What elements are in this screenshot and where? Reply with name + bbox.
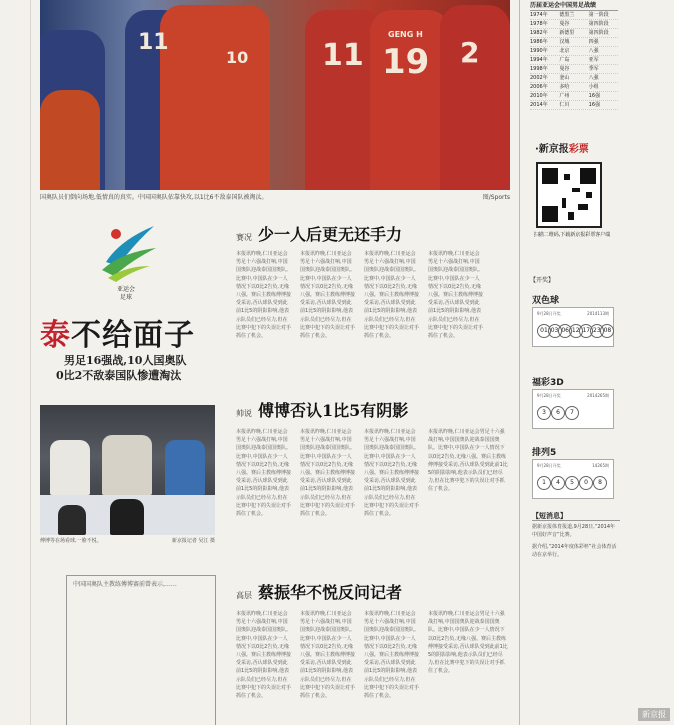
lottery-game-title: 福彩3D — [532, 378, 564, 388]
history-table-cell: 多哈 — [559, 84, 570, 90]
short-news-paragraph: 据介绍,“2014年度体彩杯”社会体育活动在京举行。 — [532, 544, 617, 558]
lottery-ball: 06 — [558, 324, 572, 338]
history-table-cell: 2006年 — [530, 84, 548, 90]
jersey-number: 11 — [322, 38, 364, 73]
lottery-ball: 12 — [569, 324, 583, 338]
history-table-row — [530, 83, 618, 92]
history-table-row — [530, 56, 618, 65]
history-table-cell: 八强 — [588, 75, 599, 81]
history-table-row — [530, 65, 618, 74]
history-table-cell: 2010年 — [530, 93, 548, 99]
lottery-ball: 17 — [579, 324, 593, 338]
history-table-cell: 2002年 — [530, 75, 548, 81]
history-table-cell: 新德里 — [559, 30, 575, 36]
match-photo — [40, 0, 510, 190]
history-table-cell: 广岛 — [559, 57, 570, 63]
lottery-section-label: 【开奖】 — [530, 277, 555, 284]
stands-caption-right: 新京报记者 吴江 摄 — [171, 538, 215, 544]
article-body: 本报讯昨晚,仁川亚运会男足十六强战打响,中国国奥队迎战泰国国奥队。比赛中,中国队在少一人情况下以0比2告负,无缘八强。赛后主教练傅博接受采访,否认球队受到此前1比5的阴影影响,他表示队员们已经尽力,但在比赛中犯下的失误让对手抓住了机会。 — [300, 611, 356, 700]
article-heading — [236, 222, 402, 245]
history-table-row — [530, 92, 618, 101]
logo-line-2: 足球 — [119, 294, 132, 301]
article-body: 本报讯昨晚,仁川亚运会男足十六强战打响,中国国奥队迎战泰国国奥队。比赛中,中国队在少一人情况下以0比2告负,无缘八强。赛后主教练傅博接受采访,否认球队受到此前1比5的阴影影响,他表示队员们已经尽力,但在比赛中犯下的失误让对手抓住了机会。 — [428, 611, 508, 675]
history-table-cell: 1974年 — [530, 12, 548, 18]
history-table-cell: 1986年 — [530, 39, 548, 45]
history-table-cell: 北京 — [559, 48, 570, 54]
history-table-cell: 广州 — [559, 93, 570, 99]
stands-photo-caption — [40, 537, 215, 544]
qr-note: 扫描二维码,下载新京报彩票客户端 — [533, 232, 611, 238]
history-table-cell: 汉城 — [559, 39, 570, 45]
history-table — [530, 0, 618, 125]
stands-photo — [40, 405, 215, 535]
history-table-cell: 1990年 — [530, 48, 548, 54]
history-table-row — [530, 74, 618, 83]
lottery-ball: 1 — [537, 476, 551, 490]
article-body: 本报讯昨晚,仁川亚运会男足十六强战打响,中国国奥队迎战泰国国奥队。比赛中,中国队在少一人情况下以0比2告负,无缘八强。赛后主教练傅博接受采访,否认球队受到此前1比5的阴影影响,他表示队员们已经尽力,但在比赛中犯下的失误让对手抓住了机会。 — [236, 611, 292, 700]
history-table-cell: 亚军 — [588, 57, 599, 63]
article-body: 本报讯昨晚,仁川亚运会男足十六强战打响,中国国奥队迎战泰国国奥队。比赛中,中国队在少一人情况下以0比2告负,无缘八强。赛后主教练傅博接受采访,否认球队受到此前1比5的阴影影响,他表示队员们已经尽力,但在比赛中犯下的失误让对手抓住了机会。 — [364, 251, 420, 340]
main-headline — [40, 310, 195, 354]
lottery-brand — [535, 140, 589, 155]
lottery-ball: 6 — [551, 406, 565, 420]
history-table-row — [530, 38, 618, 47]
article-title: 傅博否认1比5有阴影 — [258, 401, 409, 420]
history-table-rows — [530, 11, 618, 110]
lottery-ball: 01 — [537, 324, 551, 338]
history-table-cell: 八强 — [588, 48, 599, 54]
logo-caption — [106, 286, 146, 302]
headline-accent: 泰 — [40, 318, 71, 353]
lottery-ball: 4 — [551, 476, 565, 490]
history-table-cell: 第四阶段 — [588, 30, 609, 36]
logo-line-1: 亚运会 — [116, 286, 135, 293]
qr-code[interactable] — [536, 162, 602, 228]
history-table-cell: 16强 — [588, 102, 601, 108]
draw-date: 9月28日开奖 — [537, 463, 561, 468]
article-body: 本报讯昨晚,仁川亚运会男足十六强战打响,中国国奥队迎战泰国国奥队。比赛中,中国队在少一人情况下以0比2告负,无缘八强。赛后主教练傅博接受采访,否认球队受到此前1比5的阴影影响,他表示队员们已经尽力,但在比赛中犯下的失误让对手抓住了机会。 — [236, 251, 292, 340]
lottery-ball: 8 — [593, 476, 607, 490]
lottery-brand-prefix: ·新京报 — [535, 144, 569, 155]
lottery-card — [532, 459, 614, 499]
article-body: 本报讯昨晚,仁川亚运会男足十六强战打响,中国国奥队迎战泰国国奥队。比赛中,中国队在少一人情况下以0比2告负,无缘八强。赛后主教练傅博接受采访,否认球队受到此前1比5的阴影影响,他表示队员们已经尽力,但在比赛中犯下的失误让对手抓住了机会。 — [300, 429, 356, 518]
history-table-row — [530, 47, 618, 56]
jersey-number: 2 — [460, 36, 480, 69]
history-table-cell: 第四阶段 — [588, 21, 609, 27]
lottery-ball: 08 — [600, 324, 614, 338]
history-table-cell: 16强 — [588, 93, 601, 99]
article-body: 本报讯昨晚,仁川亚运会男足十六强战打响,中国国奥队迎战泰国国奥队。比赛中,中国队在少一人情况下以0比2告负,无缘八强。赛后主教练傅博接受采访,否认球队受到此前1比5的阴影影响,他表示队员们已经尽力,但在比赛中犯下的失误让对手抓住了机会。 — [236, 429, 292, 518]
history-table-row — [530, 101, 618, 110]
lottery-card — [532, 389, 614, 429]
player-figure — [160, 5, 270, 190]
lottery-brand-highlight: 彩票 — [568, 144, 589, 155]
history-table-cell: 德黑兰 — [559, 12, 575, 18]
lottery-ball: 03 — [548, 324, 562, 338]
history-table-cell: 曼谷 — [559, 21, 570, 27]
short-news-title: 【短消息】 — [532, 512, 620, 521]
article-body: 本报讯昨晚,仁川亚运会男足十六强战打响,中国国奥队迎战泰国国奥队。比赛中,中国队在少一人情况下以0比2告负,无缘八强。赛后主教练傅博接受采访,否认球队受到此前1比5的阴影影响,他表示队员们已经尽力,但在比赛中犯下的失误让对手抓住了机会。 — [300, 251, 356, 340]
history-table-cell: 季军 — [588, 66, 599, 72]
lottery-game-title: 排列5 — [532, 448, 557, 458]
photo-caption — [40, 192, 510, 204]
history-table-cell: 第一阶段 — [588, 12, 609, 18]
draw-issue: 14265期 — [592, 463, 609, 468]
sub-headline-line-2: 0比2不敌泰国队惨遭淘汰 — [56, 369, 182, 382]
history-table-row — [530, 20, 618, 29]
draw-date: 9月28日开奖 — [537, 311, 561, 316]
history-table-cell: 2014年 — [530, 102, 548, 108]
history-table-cell: 仁川 — [559, 102, 570, 108]
jersey-number: 19 — [382, 42, 430, 82]
jersey-number: 10 — [226, 48, 249, 67]
jersey-number: 11 — [138, 30, 169, 55]
sub-headline — [56, 353, 226, 383]
article-tag: 帅说 — [236, 409, 252, 418]
article-title: 蔡振华不悦反问记者 — [258, 583, 403, 602]
history-table-cell: 1982年 — [530, 30, 548, 36]
article-body: 本报讯昨晚,仁川亚运会男足十六强战打响,中国国奥队迎战泰国国奥队。比赛中,中国队在少一人情况下以0比2告负,无缘八强。赛后主教练傅博接受采访,否认球队受到此前1比5的阴影影响,他表示队员们已经尽力,但在比赛中犯下的失误让对手抓住了机会。 — [428, 429, 508, 493]
history-table-row — [530, 11, 618, 20]
history-table-cell: 曼谷 — [559, 66, 570, 72]
player-figure — [40, 90, 100, 190]
history-table-cell: 小组 — [588, 84, 599, 90]
headline-rest: 不给面子 — [71, 318, 195, 353]
draw-issue: 2014265期 — [587, 393, 609, 398]
asian-games-logo-icon — [98, 222, 160, 282]
short-news-box — [532, 512, 620, 725]
article-heading — [236, 398, 408, 421]
shirt-name: GENG H — [388, 30, 423, 39]
article-heading — [236, 580, 402, 603]
lottery-card — [532, 307, 614, 347]
quote-box: 中国国奥队主教练傅博赛前曾表示,…… — [66, 575, 216, 725]
lottery-ball: 3 — [537, 406, 551, 420]
draw-issue: 2014113期 — [587, 311, 609, 316]
sub-headline-line-1: 男足16强战,10人国奥队 — [64, 354, 187, 367]
watermark: 新京报 — [638, 708, 670, 721]
article-body: 本报讯昨晚,仁川亚运会男足十六强战打响,中国国奥队迎战泰国国奥队。比赛中,中国队在少一人情况下以0比2告负,无缘八强。赛后主教练傅博接受采访,否认球队受到此前1比5的阴影影响,他表示队员们已经尽力,但在比赛中犯下的失误让对手抓住了机会。 — [364, 611, 420, 700]
article-tag: 赛况 — [236, 233, 252, 242]
history-table-cell: 1998年 — [530, 66, 548, 72]
short-news-paragraph: 据新京报体育报道,9月28日,“2014年中国好声音”比赛。 — [532, 524, 616, 538]
player-figure — [440, 5, 510, 190]
history-table-cell: 四强 — [588, 39, 599, 45]
history-table-title: 历届亚运会中国男足战绩 — [530, 0, 618, 11]
article-title: 少一人后更无还手力 — [258, 225, 403, 244]
article-body: 本报讯昨晚,仁川亚运会男足十六强战打响,中国国奥队迎战泰国国奥队。比赛中,中国队在少一人情况下以0比2告负,无缘八强。赛后主教练傅博接受采访,否认球队受到此前1比5的阴影影响,他表示队员们已经尽力,但在比赛中犯下的失误让对手抓住了机会。 — [364, 429, 420, 518]
lottery-ball: 7 — [565, 406, 579, 420]
history-table-cell: 1978年 — [530, 21, 548, 27]
vertical-divider — [519, 0, 520, 725]
draw-date: 9月28日开奖 — [537, 393, 561, 398]
history-table-cell: 1994年 — [530, 57, 548, 63]
photo-credit: 图/Sports — [482, 194, 510, 201]
lottery-ball: 5 — [565, 476, 579, 490]
article-body: 本报讯昨晚,仁川亚运会男足十六强战打响,中国国奥队迎战泰国国奥队。比赛中,中国队在少一人情况下以0比2告负,无缘八强。赛后主教练傅博接受采访,否认球队受到此前1比5的阴影影响,他表示队员们已经尽力,但在比赛中犯下的失误让对手抓住了机会。 — [428, 251, 484, 340]
lottery-ball: 23 — [590, 324, 604, 338]
left-margin-rule — [30, 0, 31, 725]
history-table-row — [530, 29, 618, 38]
stands-caption-left: 傅博等在场看球,一脸不悦。 — [40, 538, 102, 544]
lottery-ball: 0 — [579, 476, 593, 490]
lottery-game-title: 双色球 — [532, 296, 560, 306]
article-tag: 高层 — [236, 591, 252, 600]
history-table-cell: 釜山 — [559, 75, 570, 81]
caption-text: 国奥队员们倒向场地,低情真的真实。中国国奥队依靠快攻,以1比6不敌泰国队被淘汰。 — [40, 194, 268, 201]
